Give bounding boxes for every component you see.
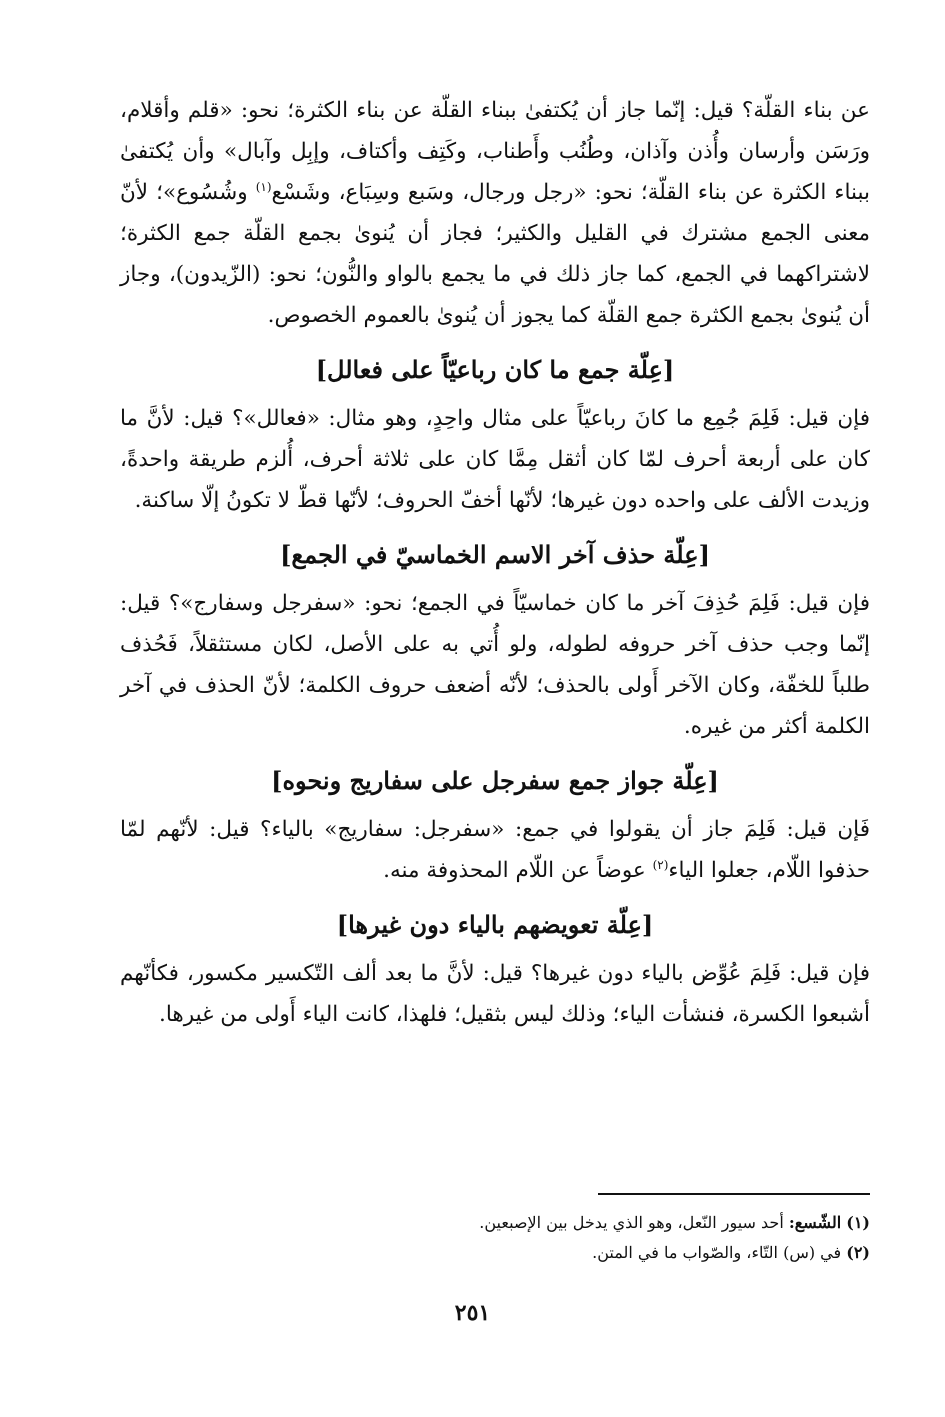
footnote-ref-2: (٢) <box>652 857 669 872</box>
footnote-text: أحد سيور النّعل، وهو الذي يدخل بين الإصبعين. <box>479 1213 784 1232</box>
paragraph-2: فإن قيل: فَلِمَ جُمِع ما كانَ رباعيّاً على مثال واحِدٍ، وهو مثال: «فعالل»؟ قيل: لأنَّ ما كان على أربعة أحرف لمّا كان أثقل مِمَّا كان على ثلاثة أحرف، أُلزم طريقة واحدةً، وزيدت الألف على واحده دون غيرها؛ لأنّها أخفّ الحروف؛ لأنّها قطّ لا تكونُ إلّا ساكنة. <box>120 406 870 513</box>
footnote-number: (٢) <box>846 1243 870 1262</box>
footnote-1 <box>170 1208 870 1238</box>
paragraph-4 <box>120 809 870 891</box>
paragraph-5: فإن قيل: فَلِمَ عُوِّض بالياء دون غيرها؟ قيل: لأنَّ ما بعد ألف التّكسير مكسور، فكأنّهم أشبعوا الكسرة، فنشأت الياء؛ وذلك ليس بثقيل؛ فلهذا، كانت الياء أَولى من غيرها. <box>120 961 870 1027</box>
footnote-text: في (س) التّاء، والصّواب ما في المتن. <box>592 1243 842 1262</box>
paragraph-1 <box>120 90 870 336</box>
section-heading-3: [عِلّة جواز جمع سفرجل على سفاريج ونحوه] <box>271 766 719 795</box>
page-number: ٢٥١ <box>454 1300 491 1326</box>
section-heading-1: [عِلّة جمع ما كان رباعيّاً على فعالل] <box>315 355 675 384</box>
footnotes <box>170 1208 870 1268</box>
paragraph-3: فإن قيل: فَلِمَ حُذِفَ آخر ما كان خماسيّاً في الجمع؛ نحو: «سفرجل وسفارج»؟ قيل: إنّما وجب حذف آخر حروفه لطوله، ولو أُتي به على الأصل، لكان مستثقلاً، فَحُذف طلباً للخفّة، وكان الآخر أَولى بالحذف؛ لأنّه أضعف حروف الكلمة؛ لأنّ الحذف في آخر الكلمة أكثر من غيره. <box>120 591 870 739</box>
paragraph-1-text: عن بناء القلّة؟ قيل: إنّما جاز أن يُكتفىٰ ببناء القلّة عن بناء الكثرة؛ نحو: «قلم وأقلام، ورَسَن وأرسان وأُذن وآذان، وطُنُب وأَطناب، وكَتِف وأكتاف، وإبِل وآبال» وأن يُكتفىٰ ببناء الكثرة عن بناء القلّة؛ نحو: «رجل ورجال، وسَبع وسِبَاع، وشَسْع <box>120 98 870 205</box>
paragraph-1-tail: وشُسُوع»؛ لأنّ معنى الجمع مشترك في القليل والكثير؛ فجاز أن يُنوىٰ بجمع القلّة جمع الكثرة؛ لاشتراكهما في الجمع، كما جاز ذلك في ما يجمع بالواو والنُّون؛ نحو: (الزّيدون)، وجاز أن يُنوىٰ بجمع الكثرة جمع القلّة كما يجوز أن يُنوىٰ بالعموم الخصوص. <box>120 180 870 328</box>
footnote-number: (١) <box>846 1213 870 1232</box>
footnote-2 <box>170 1238 870 1268</box>
paragraph-4-text: فَإن قيل: فَلِمَ جاز أن يقولوا في جمع: «سفرجل: سفاريج» بالياء؟ قيل: لأنّهم لمّا حذفوا اللّام، جعلوا الياء <box>120 817 870 883</box>
footnote-divider <box>598 1193 870 1195</box>
page-body <box>120 90 870 1035</box>
section-heading-4: [عِلّة تعويضهم بالياء دون غيرها] <box>336 910 654 939</box>
footnote-term: الشّسع: <box>788 1213 842 1232</box>
section-heading-2: [عِلّة حذف آخر الاسم الخماسيّ في الجمع] <box>280 540 710 569</box>
footnote-ref-1: (١) <box>255 179 272 194</box>
paragraph-4-tail: عوضاً عن اللّام المحذوفة منه. <box>383 858 646 883</box>
